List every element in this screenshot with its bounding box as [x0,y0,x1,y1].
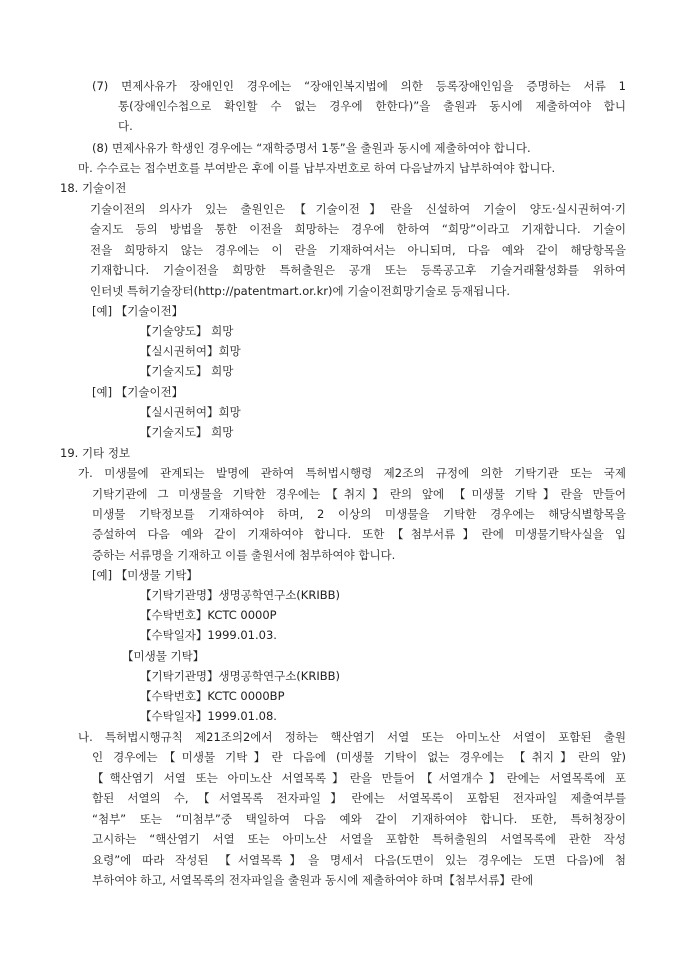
item-7-line-1: (7) 면제사유가 장애인인 경우에는 “장애인복지법에 의한 등록장애인임을 증명하는 서류 1 [92,79,626,93]
deposit-example-row: 【기탁기관명】생명공학연구소(KRIBB) [140,588,340,602]
section-19-ga-line-4: 증설하여 다음 예와 같이 기재하여야 합니다. 또한【첨부서류】란에 미생물기탁사실을 입 [92,527,626,541]
section-19-na-line-3: 【핵산염기 서열 또는 아미노산 서열목록】란을 만들어【서열개수】란에는 서열목록에 포 [92,771,626,785]
section-19-ga-line-5: 증하는 서류명을 기재하고 이를 출원서에 첨부하여야 합니다. [92,548,396,562]
section-19-heading: 19. 기타 정보 [60,446,131,460]
item-7-line-3: 다. [118,119,133,133]
deposit-example-row: 【수탁일자】1999.01.03. [140,628,277,642]
deposit-example-subheading: 【미생물 기탁】 [122,649,205,663]
deposit-example-row: 【수탁일자】1999.01.08. [140,709,277,723]
section-18-para-line-4: 기재합니다. 기술이전을 희망한 특허출원은 공개 또는 등록공고후 기술거래활성화를 위하여 [90,263,626,277]
deposit-example-heading: [예] 【미생물 기탁】 [92,568,198,582]
example-1-row: 【실시권허여】희망 [140,344,241,358]
section-19-na-line-2: 인 경우에는【미생물 기탁】란 다음에 (미생물 기탁이 없는 경우에는 【취지】란의 앞) [92,750,626,764]
example-1-row: 【기술양도】 희망 [140,324,234,338]
section-19-ga-line-2: 기탁기관에 그 미생물을 기탁한 경우에는【취지】란의 앞에 【미생물 기탁】란을 만들어 [92,487,626,501]
section-19-ga-line-3: 미생물 기탁정보를 기재하여야 하며, 2 이상의 미생물을 기탁한 경우에는 해당식별항목을 [92,507,626,521]
deposit-example-row: 【기탁기관명】생명공학연구소(KRIBB) [140,669,340,683]
section-19-na-line-7: 요령”에 따라 작성된 【서열목록】을 명세서 다음(도면이 있는 경우에는 도면 다음)에 첨 [92,853,626,867]
item-7-line-2: 통(장애인수첩으로 확인할 수 없는 경우에 한한다)”을 출원과 동시에 제출하여야 합니 [118,99,626,113]
section-19-na-line-8: 부하여야 하고, 서열목록의 전자파일을 출원과 동시에 제출하여야 하며【첨부서류】란에 [92,873,534,887]
section-18-para-line-3: 전을 희망하지 않는 경우에는 이 란을 기재하여서는 아니되며, 다음 예와 같이 해당항목을 [90,243,626,257]
deposit-example-row: 【수탁번호】KCTC 0000BP [140,689,285,703]
example-1-heading: [예] 【기술이전】 [92,304,184,318]
example-2-row: 【기술지도】 희망 [140,425,234,439]
section-18-para-line-1: 기술이전의 의사가 있는 출원인은【기술이전】란을 신설하여 기술이 양도·실시권허여·기 [90,202,626,216]
item-8: (8) 면제사유가 학생인 경우에는 “재학증명서 1통”을 출원과 동시에 제출하여야 합니다. [92,141,531,155]
section-19-na-line-5: “첨부” 또는 “미첨부”중 택일하여 다음 예와 같이 기재하여야 합니다. 또한, 특허청장이 [92,812,626,826]
item-ma: 마. 수수료는 접수번호를 부여받은 후에 이를 납부자번호로 하여 다음날까지 납부하여야 합니다. [78,161,556,175]
section-19-ga-line-1: 가. 미생물에 관계되는 발명에 관하여 특허법시행령 제2조의 규정에 의한 기탁기관 또는 국제 [78,466,626,480]
section-18-para-line-5: 인터넷 특허기술장터(http://patentmart.or.kr)에 기술이전희망기술로 등재됩니다. [90,284,511,298]
section-19-na-line-1: 나. 특허법시행규칙 제21조의2에서 정하는 핵산염기 서열 또는 아미노산 서열이 포함된 출원 [78,730,626,744]
section-19-na-line-4: 함된 서열의 수,【서열목록 전자파일】란에는 서열목록이 포함된 전자파일 제출여부를 [92,791,626,805]
deposit-example-row: 【수탁번호】KCTC 0000P [140,608,277,622]
section-19-na-line-6: 고시하는 “핵산염기 서열 또는 아미노산 서열을 포함한 특허출원의 서열목록에 관한 작성 [92,832,626,846]
section-18-para-line-2: 술지도 등의 방법을 통한 이전을 희망하는 경우에 한하여 “희망”이라고 기재합니다. 기술이 [90,222,626,236]
example-2-row: 【실시권허여】희망 [140,405,241,419]
example-1-row: 【기술지도】 희망 [140,364,234,378]
section-18-heading: 18. 기술이전 [60,181,127,195]
example-2-heading: [예] 【기술이전】 [92,385,184,399]
